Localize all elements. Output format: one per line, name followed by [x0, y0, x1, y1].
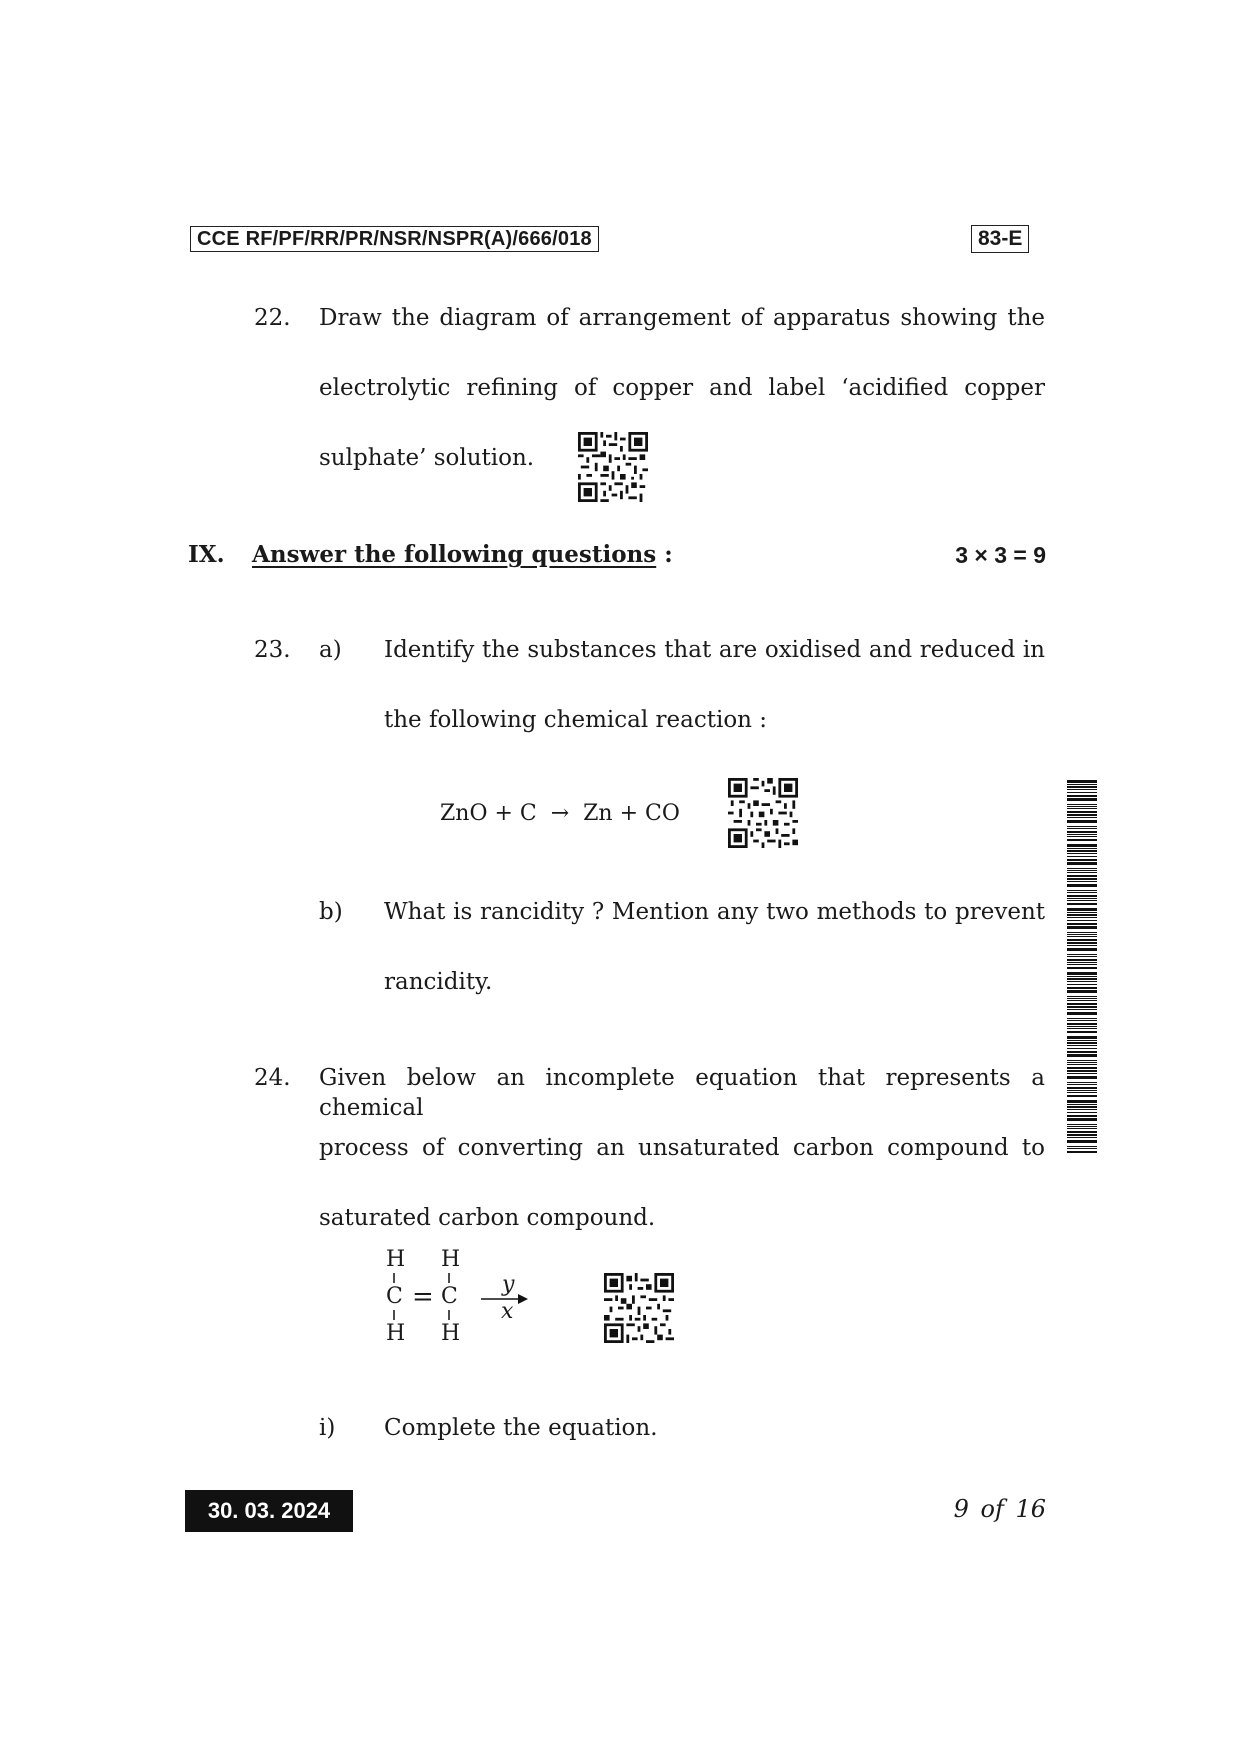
arrow-condition: x	[501, 1299, 514, 1324]
carbon-atom: C	[386, 1284, 403, 1309]
exam-date: 30. 03. 2024	[185, 1490, 353, 1532]
q23-a-line2: the following chemical reaction :	[384, 707, 768, 733]
question-paper-code: CCE RF/PF/RR/PR/NSR/NSPR(A)/666/018	[190, 226, 599, 252]
section-number: IX.	[188, 541, 225, 568]
ethene-structure	[378, 1248, 548, 1348]
q23-number: 23.	[254, 637, 291, 663]
arrow-reagent: y	[502, 1272, 515, 1297]
hydrogen-atom: H	[386, 1247, 406, 1272]
q23-b-line1: What is rancidity ? Mention any two methods to prevent	[384, 899, 1045, 925]
q23-b-line2: rancidity.	[384, 969, 493, 995]
q22-line1: Draw the diagram of arrangement of apparatus showing the	[319, 305, 1045, 331]
page-number: 9 of 16	[953, 1495, 1046, 1523]
arrowhead-icon	[518, 1294, 528, 1304]
q22-number: 22.	[254, 305, 291, 331]
q24-line2: process of converting an unsaturated carbon compound to	[319, 1135, 1045, 1161]
paper-code-badge: 83-E	[971, 225, 1029, 253]
q24-i-label: i)	[319, 1415, 336, 1441]
q22-line2: electrolytic refining of copper and label ‘acidified copper	[319, 375, 1045, 401]
qr-code-icon	[604, 1273, 674, 1343]
qr-code-icon	[578, 432, 648, 502]
carbon-atom: C	[441, 1284, 458, 1309]
q24-line1: Given below an incomplete equation that represents a chemical	[319, 1065, 1045, 1121]
q22-line3: sulphate’ solution.	[319, 445, 535, 471]
qr-code-icon	[728, 778, 798, 848]
q24-line3: saturated carbon compound.	[319, 1205, 656, 1231]
q23-a-label: a)	[319, 637, 342, 663]
section-title	[252, 540, 673, 570]
q23-b-label: b)	[319, 899, 343, 925]
section-title-text: Answer the following questions	[252, 541, 657, 568]
barcode-icon	[1067, 780, 1097, 1155]
section-title-colon: :	[664, 541, 673, 568]
q23-a-line1: Identify the substances that are oxidised and reduced in	[384, 637, 1045, 663]
hydrogen-atom: H	[441, 1321, 461, 1346]
double-bond: =	[412, 1282, 434, 1312]
section-marks: 3 × 3 = 9	[955, 542, 1046, 568]
reaction-equation: ZnO + C → Zn + CO	[440, 801, 680, 826]
q24-number: 24.	[254, 1065, 291, 1091]
hydrogen-atom: H	[441, 1247, 461, 1272]
q24-i-text: Complete the equation.	[384, 1415, 658, 1441]
hydrogen-atom: H	[386, 1321, 406, 1346]
